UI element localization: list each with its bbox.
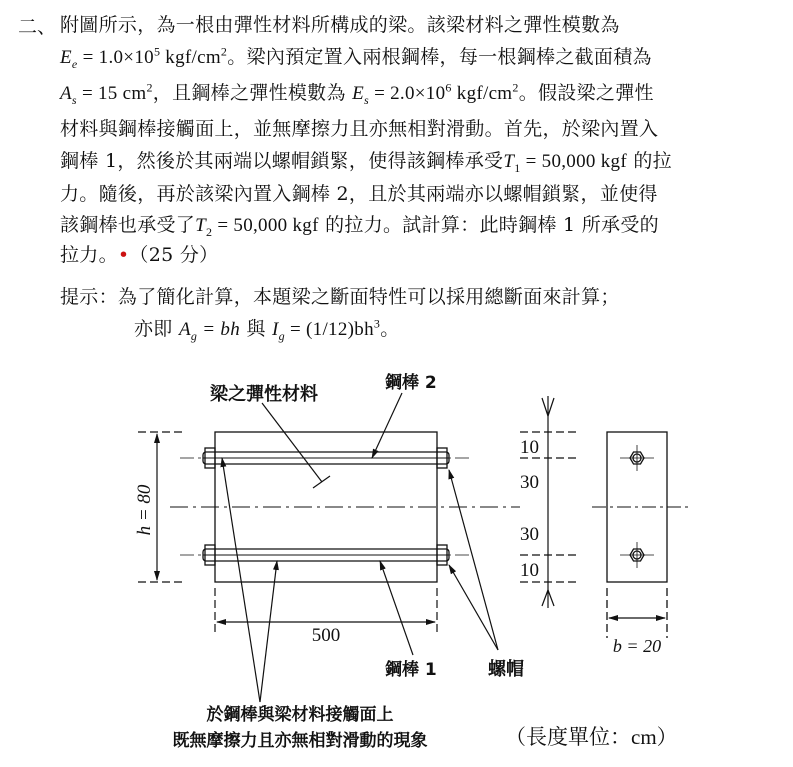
caption-line-1: 於鋼棒與梁材料接觸面上	[206, 705, 394, 725]
question-line-4: 材料與鋼棒接觸面上，並無摩擦力且亦無相對滑動。首先，於梁內置入	[60, 118, 659, 140]
hint-line-1: 提示：為了簡化計算，本題梁之斷面特性可以採用總斷面來計算；	[60, 286, 620, 308]
question-number: 二、	[18, 16, 57, 38]
question-line-6: 力。隨後，再於該梁內置入鋼棒 2，且於其兩端亦以螺帽鎖緊，並使得	[60, 183, 658, 205]
unit-note: （長度單位：cm）	[505, 725, 678, 749]
label-h: h = 80	[134, 484, 155, 536]
hint-line-2: 亦即 $A_g$ = bh 與 $I_g = (1/12)bh^3$。	[134, 316, 400, 343]
question-line-2: $E_e = 1.0\times 10^5$ kgf/$cm^2$。梁內預定置入兩根鋼棒，每一根鋼棒之截面積為	[60, 44, 652, 71]
label-beam-material: 梁之彈性材料	[210, 384, 318, 405]
label-rod1: 鋼棒 1	[385, 660, 437, 680]
label-length: 500	[311, 625, 341, 646]
question-line-3: $A_s = 15$ $cm^2$，且鋼棒之彈性模數為 $E_s = 2.0\times 10^6$ kgf/$cm^2$。假設梁之彈性	[60, 80, 654, 107]
dim-30-top: 30	[520, 472, 539, 493]
beam-elevation	[170, 432, 520, 582]
leader-lines	[222, 393, 498, 702]
caption-line-2: 既無摩擦力且亦無相對滑動的現象	[172, 731, 428, 751]
label-nut: 螺帽	[488, 659, 524, 680]
label-rod2: 鋼棒 2	[385, 373, 437, 393]
dim-30-bot: 30	[520, 524, 539, 545]
red-mark: •	[117, 244, 130, 266]
question-line-5: 鋼棒 1，然後於其兩端以螺帽鎖緊，使得該鋼棒承受$T_1 = 50,000$ kgf 的拉	[60, 150, 672, 175]
question-line-8: 拉力。•（25 分）	[60, 244, 219, 266]
question-line-7: 該鋼棒也承受了$T_2 = 50,000$ kgf 的拉力。試計算：此時鋼棒 1 所承受的	[60, 214, 659, 239]
question-line-1: 附圖所示，為一根由彈性材料所構成的梁。該梁材料之彈性模數為	[60, 14, 620, 36]
label-b: b = 20	[612, 636, 662, 656]
dim-10-top: 10	[520, 437, 539, 458]
beam-cross-section	[592, 432, 690, 638]
hint-label: 提示：	[60, 286, 118, 308]
dim-10-bot: 10	[520, 560, 539, 581]
